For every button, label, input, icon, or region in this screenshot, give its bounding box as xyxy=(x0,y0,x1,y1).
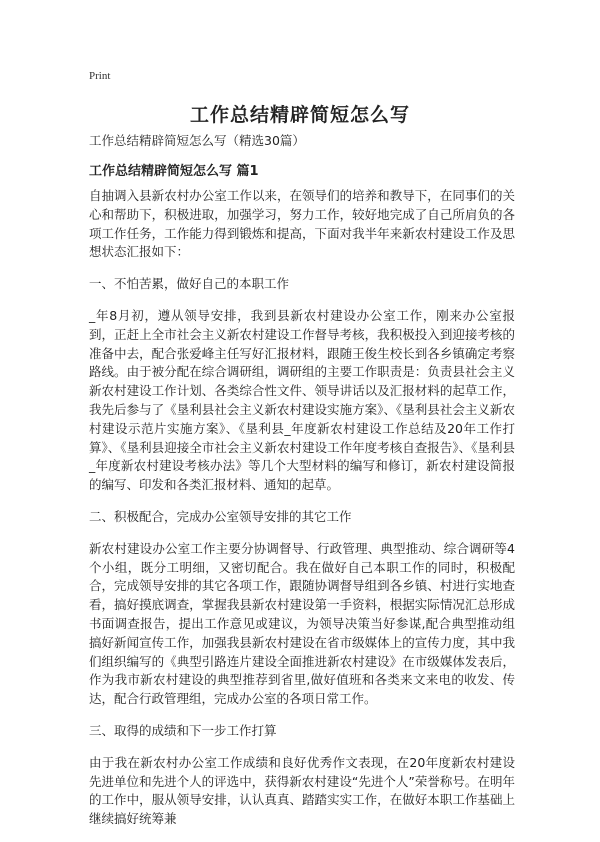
print-link[interactable]: Print xyxy=(89,70,111,82)
paragraph-intro: 自抽调入县新农村办公室工作以来，在领导们的培养和教导下，在同事们的关心和帮助下，积极进取，加强学习，努力工作，较好地完成了自己所肩负的各项工作任务，工作能力得到锻炼和提高，下面对我半年来新农村建设工作及思想状态汇报如下： xyxy=(89,188,515,260)
paragraph-section-2: 新农村建设办公室工作主要分协调督导、行政管理、典型推动、综合调研等4个小组，既分工明细，又密切配合。我在做好自己本职工作的同时，积极配合，完成领导安排的其它各项工作，跟随协调督导组到各乡镇、村进行实地查看，搞好摸底调查，掌握我县新农村建设第一手资料，根据实际情况汇总形成书面调查报告，提出工作意见或建议，为领导决策当好参谋,配合典型推动组搞好新闻宣传工作，加强我县新农村建设在省市级媒体上的宣传力度，其中我们组织编写的《典型引路连片建设全面推进新农村建设》在市级媒体发表后，作为我市新农村建设的典型推荐到省里,做好值班和各类来文来电的收发、传达，配合行政管理组，完成办公室的各项日常工作。 xyxy=(89,540,515,707)
section-heading-2: 二、积极配合，完成办公室领导安排的其它工作 xyxy=(89,508,352,524)
paragraph-section-1: _年8月初，遵从领导安排，我到县新农村建设办公室工作，刚来办公室报到，正赶上全市社会主义新农村建设工作督导考核，我积极投入到迎接考核的准备中去，配合张爱峰主任写好汇报材料，跟随王俊生校长到各乡镇确定考察路线。由于被分配在综合调研组，调研组的主要工作职责是：负责县社会主义新农村建设工作计划、各类综合性文件、领导讲话以及汇报材料的起草工作，我先后参与了《垦利县社会主义新农村建设实施方案》、《垦利县社会主义新农村建设示范片实施方案》、《垦利县_年度新农村建设工作总结及20年工作打算》、《垦利县迎接全市社会主义新农村建设工作年度考核自查报告》、《垦利县_年度新农村建设考核办法》等几个大型材料的编写和修订，新农村建设简报的编写、印发和各类汇报材料、通知的起草。 xyxy=(89,307,515,493)
article-body xyxy=(89,187,515,842)
page-title: 工作总结精辟简短怎么写 xyxy=(189,104,410,126)
section-heading-3: 三、取得的成绩和下一步工作打算 xyxy=(89,722,277,738)
document-subtitle: 工作总结精辟简短怎么写（精选30篇） xyxy=(89,133,305,148)
section-heading-1: 一、不怕苦累，做好自己的本职工作 xyxy=(89,276,290,292)
article-title: 工作总结精辟简短怎么写 篇1 xyxy=(89,164,259,179)
paragraph-section-3: 由于我在新农村办公室工作成绩和良好优秀作文表现，在20年度新农村建设先进单位和先进个人的评选中，获得新农村建设“先进个人”荣誉称号。在明年的工作中，服从领导安排，认认真真、踏踏实实工作，在做好本职工作基础上继续搞好统筹兼 xyxy=(89,754,515,827)
